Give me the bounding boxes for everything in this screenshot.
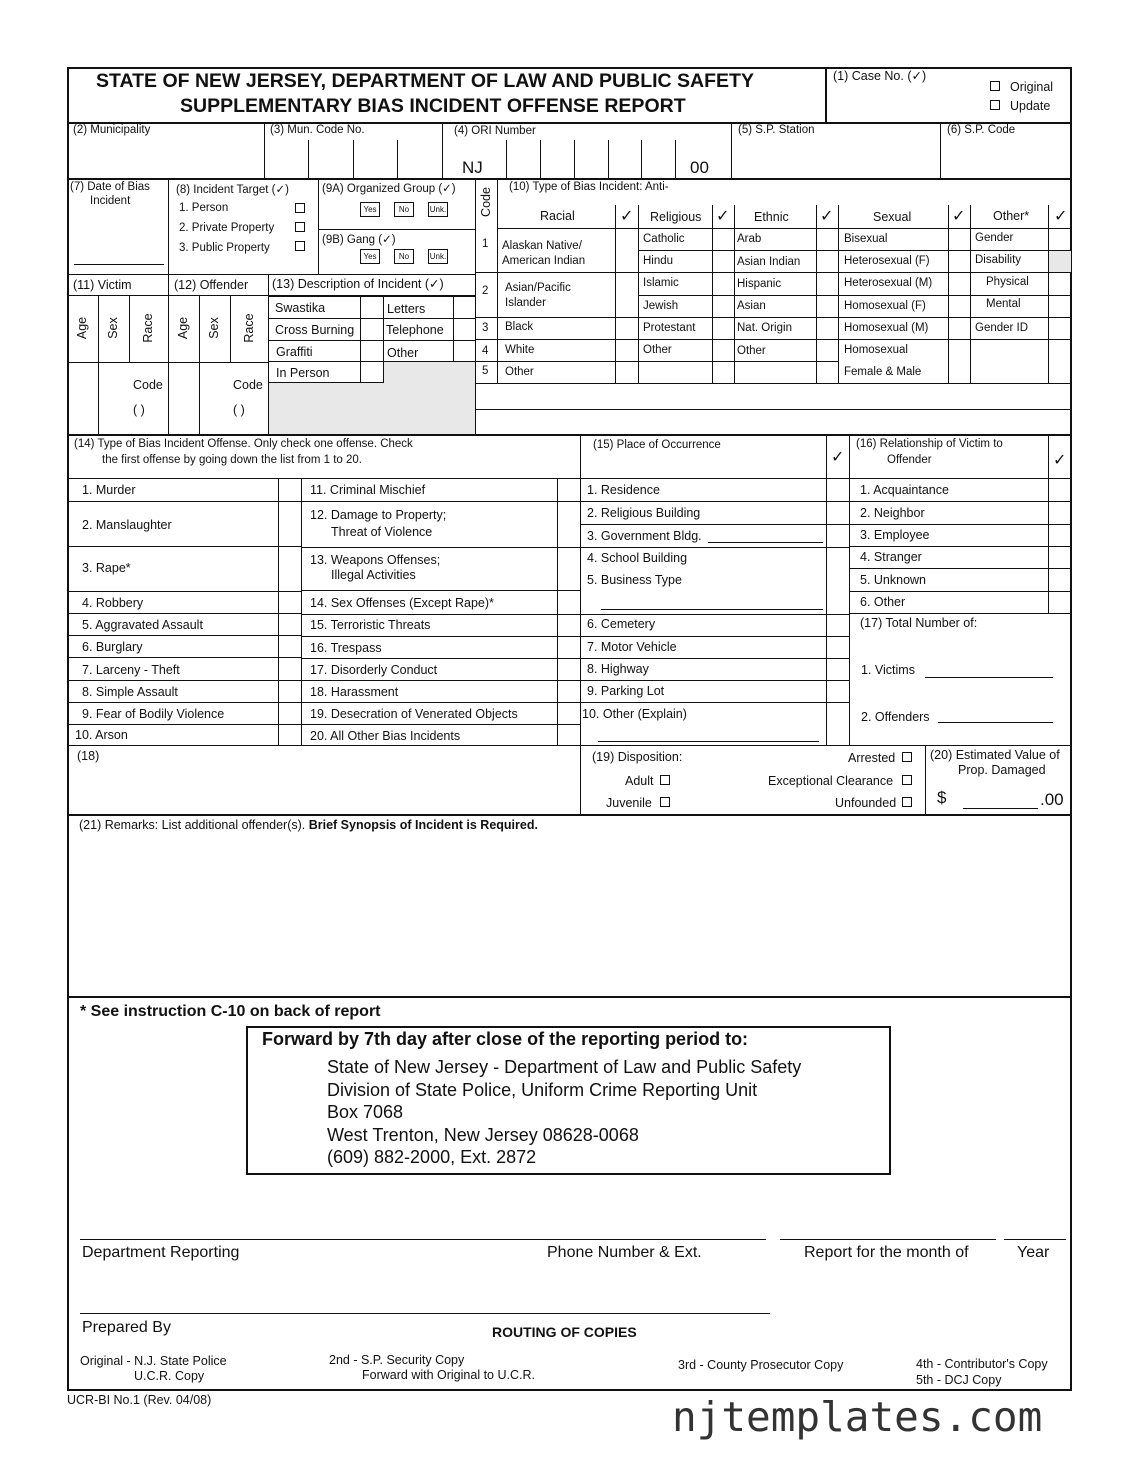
address-line-3: Box 7068 (327, 1102, 404, 1122)
juvenile-label: Juvenile (606, 796, 652, 810)
religious-hindu: Hindu (643, 255, 674, 267)
racial-islander: Islander (505, 297, 546, 309)
org-yes-box[interactable]: Yes (360, 202, 380, 217)
offender-race-header: Race (242, 313, 256, 343)
desc-other: Other (387, 346, 419, 360)
code-1: 1 (482, 238, 489, 250)
religious-other: Other (643, 344, 672, 356)
bias-type-label: (10) Type of Bias Incident: Anti- (509, 181, 669, 193)
place-business-type: 5. Business Type (587, 573, 682, 587)
target-private-label: 2. Private Property (179, 222, 275, 234)
desc-cross-burning: Cross Burning (275, 323, 355, 337)
victim-race-header: Race (141, 313, 155, 343)
year-label: Year (1017, 1244, 1050, 1261)
estimated-value-line[interactable] (963, 808, 1038, 809)
form-title-line1: STATE OF NEW JERSEY, DEPARTMENT OF LAW AND PUBLIC SAFETY (96, 70, 754, 92)
desc-in-person: In Person (276, 366, 330, 380)
other-disability: Disability (975, 254, 1022, 266)
code-2: 2 (482, 285, 489, 297)
racial-white: White (505, 344, 535, 356)
offense-harassment: 18. Harassment (310, 685, 399, 699)
sp-code-label: (6) S.P. Code (947, 124, 1016, 136)
relationship-title: (16) Relationship of Victim to (856, 438, 1003, 450)
offender-code-paren: ( ) (233, 403, 245, 417)
target-public-checkbox[interactable] (295, 241, 305, 251)
copy-fourth: 4th - Contributor's Copy (916, 1357, 1048, 1371)
unfounded-checkbox[interactable] (902, 797, 912, 807)
racial-asian-pacific: Asian/Pacific (505, 282, 571, 294)
desc-graffiti: Graffiti (276, 345, 313, 359)
sexual-hetero-m: Heterosexual (M) (844, 277, 933, 289)
field-18-label: (18) (77, 749, 100, 763)
offense-damage-property: 12. Damage to Property; (310, 508, 447, 522)
religious-check-icon: ✓ (716, 208, 730, 225)
watermark: njtemplates.com (672, 1393, 1043, 1441)
code-header: Code (479, 187, 493, 217)
other-gender-id: Gender ID (975, 322, 1029, 334)
relationship-other: 6. Other (860, 595, 906, 609)
municipality-label: (2) Municipality (73, 124, 151, 136)
sexual-homo: Homosexual (844, 344, 908, 356)
copy-second-forward: Forward with Original to U.C.R. (362, 1368, 535, 1382)
report-month-label: Report for the month of (804, 1244, 969, 1261)
offense-arson: 10. Arson (75, 728, 128, 742)
total-number-label: (17) Total Number of: (860, 616, 978, 630)
offense-terroristic-threats: 15. Terroristic Threats (310, 618, 431, 632)
mun-code-label: (3) Mun. Code No. (270, 124, 365, 136)
ori-suffix: 00 (690, 158, 709, 177)
offense-murder: 1. Murder (82, 483, 136, 497)
target-public-label: 3. Public Property (179, 242, 270, 254)
address-line-2: Division of State Police, Uniform Crime Reporting Unit (327, 1080, 758, 1100)
ethnic-hispanic: Hispanic (737, 278, 782, 290)
sexual-header: Sexual (873, 210, 912, 224)
place-highway: 8. Highway (587, 662, 649, 676)
ethnic-asian-indian: Asian Indian (737, 256, 801, 268)
place-title: (15) Place of Occurrence (593, 439, 721, 451)
description-label: (13) Description of Incident (✓) (272, 277, 444, 291)
phone-label: Phone Number & Ext. (547, 1244, 702, 1261)
sexual-hetero-f: Heterosexual (F) (844, 255, 930, 267)
religious-header: Religious (650, 210, 702, 224)
offender-label: (12) Offender (174, 278, 249, 292)
sexual-homo-f: Homosexual (F) (844, 300, 926, 312)
victim-age-header: Age (75, 316, 89, 340)
copy-second: 2nd - S.P. Security Copy (329, 1353, 465, 1367)
place-check-icon: ✓ (831, 449, 845, 466)
offense-all-other: 20. All Other Bias Incidents (310, 729, 461, 743)
relationship-check-icon: ✓ (1053, 452, 1067, 469)
place-parking-lot: 9. Parking Lot (587, 684, 665, 698)
victim-sex-header: Sex (106, 317, 120, 339)
offense-simple-assault: 8. Simple Assault (82, 685, 178, 699)
place-residence: 1. Residence (587, 483, 660, 497)
report-month-line[interactable] (780, 1239, 996, 1240)
offense-illegal-activities: Illegal Activities (331, 568, 416, 582)
date-bias-label2: Incident (90, 195, 131, 207)
religious-protestant: Protestant (643, 322, 696, 334)
date-field-line[interactable] (74, 264, 164, 265)
desc-letters: Letters (387, 302, 426, 316)
racial-check-icon: ✓ (620, 208, 634, 225)
department-reporting-label: Department Reporting (82, 1244, 240, 1261)
other-physical: Physical (986, 276, 1029, 288)
target-person-checkbox[interactable] (295, 203, 305, 213)
address-line-5: (609) 882-2000, Ext. 2872 (327, 1147, 537, 1167)
offense-weapons: 13. Weapons Offenses; (310, 553, 441, 567)
department-phone-line[interactable] (80, 1239, 766, 1240)
sexual-female-male: Female & Male (844, 366, 922, 378)
org-group-label: (9A) Organized Group (✓) (322, 183, 456, 195)
code-5: 5 (482, 365, 489, 377)
address-line-1: State of New Jersey - Department of Law and Public Safety (327, 1057, 802, 1077)
total-victims-label: 1. Victims (861, 663, 915, 677)
offender-sex-header: Sex (207, 317, 221, 339)
relationship-title2: Offender (887, 454, 932, 466)
org-no-box[interactable]: No (394, 202, 414, 217)
total-offenders-line[interactable] (938, 722, 1053, 723)
other-explain-line[interactable] (598, 741, 819, 742)
gang-no-box[interactable]: No (394, 249, 414, 264)
remarks-label: (21) Remarks: List additional offender(s). Brief Synopsis of Incident is Required. (79, 818, 538, 832)
offense-fear-bodily-violence: 9. Fear of Bodily Violence (82, 707, 225, 721)
dollar-sign: $ (937, 788, 947, 807)
target-private-checkbox[interactable] (295, 222, 305, 232)
religious-catholic: Catholic (643, 233, 685, 245)
racial-other: Other (505, 366, 534, 378)
address-line-4: West Trenton, New Jersey 08628-0068 (327, 1125, 639, 1145)
form-title-line2: SUPPLEMENTARY BIAS INCIDENT OFFENSE REPORT (180, 95, 686, 117)
copy-fifth: 5th - DCJ Copy (916, 1373, 1002, 1387)
incident-target-label: (8) Incident Target (✓) (176, 184, 289, 196)
place-cemetery: 6. Cemetery (587, 617, 656, 631)
copy-original: Original - N.J. State Police (80, 1354, 227, 1368)
prepared-by-label: Prepared By (82, 1319, 171, 1336)
place-government-bldg: 3. Government Bldg. (587, 529, 702, 543)
offender-age-header: Age (176, 316, 190, 340)
offense-burglary: 6. Burglary (82, 640, 143, 654)
offense-desecration: 19. Desecration of Venerated Objects (310, 707, 518, 721)
other-mental: Mental (986, 298, 1021, 310)
gang-unk-box[interactable]: Unk. (428, 249, 448, 264)
unfounded-label: Unfounded (835, 796, 897, 810)
place-religious-building: 2. Religious Building (587, 506, 701, 520)
original-label: Original (1010, 80, 1054, 94)
government-bldg-line[interactable] (708, 542, 823, 543)
sexual-homo-m: Homosexual (M) (844, 322, 929, 334)
offense-robbery: 4. Robbery (82, 596, 144, 610)
sexual-bisexual: Bisexual (844, 233, 888, 245)
form-number: UCR-BI No.1 (Rev. 04/08) (67, 1393, 212, 1407)
racial-american-indian: American Indian (502, 255, 586, 267)
total-offenders-label: 2. Offenders (861, 710, 930, 724)
relationship-stranger: 4. Stranger (860, 550, 922, 564)
gang-label: (9B) Gang (✓) (322, 234, 396, 246)
offense-aggravated-assault: 5. Aggravated Assault (82, 618, 203, 632)
victim-code-label: Code (133, 378, 163, 392)
disposition-title: (19) Disposition: (592, 750, 683, 764)
desc-telephone: Telephone (386, 323, 444, 337)
code-4: 4 (482, 345, 489, 357)
place-other: 10. Other (Explain) (582, 707, 687, 721)
offense-title: (14) Type of Bias Incident Offense. Only check one offense. Check (74, 438, 413, 450)
relationship-neighbor: 2. Neighbor (860, 506, 925, 520)
other-header: Other* (993, 209, 1030, 223)
religious-jewish: Jewish (643, 300, 679, 312)
victim-code-paren: ( ) (133, 403, 145, 417)
instruction-note: * See instruction C-10 on back of report (80, 1003, 381, 1020)
place-school-building: 4. School Building (587, 551, 688, 565)
desc-swastika: Swastika (275, 301, 326, 315)
offense-manslaughter: 2. Manslaughter (82, 518, 172, 532)
religious-islamic: Islamic (643, 277, 679, 289)
other-gender: Gender (975, 232, 1014, 244)
ori-prefix: NJ (462, 158, 483, 177)
update-label: Update (1010, 99, 1051, 113)
racial-header: Racial (540, 209, 575, 223)
relationship-unknown: 5. Unknown (860, 573, 927, 587)
relationship-acquaintance: 1. Acquaintance (860, 483, 949, 497)
target-person-label: 1. Person (179, 202, 229, 214)
offense-larceny: 7. Larceny - Theft (82, 663, 180, 677)
copy-third: 3rd - County Prosecutor Copy (678, 1358, 844, 1372)
offense-threat-violence: Threat of Violence (331, 525, 433, 539)
offense-criminal-mischief: 11. Criminal Mischief (310, 483, 426, 497)
date-bias-label: (7) Date of Bias (70, 181, 150, 193)
offense-sex-offenses: 14. Sex Offenses (Except Rape)* (310, 596, 494, 610)
prop-damaged-label: Prop. Damaged (958, 763, 1046, 777)
business-type-line[interactable] (601, 609, 823, 610)
arrested-checkbox[interactable] (902, 752, 912, 762)
ethnic-asian: Asian (737, 300, 766, 312)
offense-trespass: 16. Trespass (310, 641, 382, 655)
org-unk-box[interactable]: Unk. (428, 202, 448, 217)
prepared-by-line[interactable] (80, 1313, 770, 1314)
cents-label: .00 (1040, 790, 1064, 809)
sexual-check-icon: ✓ (952, 208, 966, 225)
exceptional-clearance-checkbox[interactable] (902, 775, 912, 785)
total-victims-line[interactable] (925, 677, 1053, 678)
other-check-icon: ✓ (1054, 208, 1068, 225)
estimated-value-label: (20) Estimated Value of (930, 748, 1060, 762)
juvenile-checkbox[interactable] (660, 797, 670, 807)
update-checkbox[interactable] (990, 100, 1000, 110)
ethnic-arab: Arab (737, 233, 762, 245)
offense-title2: the first offense by going down the list from 1 to 20. (102, 454, 362, 466)
offense-rape: 3. Rape* (82, 561, 131, 575)
gang-yes-box[interactable]: Yes (360, 249, 380, 264)
case-no-label: (1) Case No. (✓) (833, 69, 927, 83)
place-motor-vehicle: 7. Motor Vehicle (587, 640, 677, 654)
ethnic-other: Other (737, 345, 766, 357)
ethnic-check-icon: ✓ (820, 208, 834, 225)
ethnic-nat-origin: Nat. Origin (737, 322, 792, 334)
relationship-employee: 3. Employee (860, 528, 930, 542)
ethnic-header: Ethnic (754, 210, 789, 224)
racial-black: Black (505, 321, 534, 333)
adult-label: Adult (625, 774, 654, 788)
year-line[interactable] (1004, 1239, 1066, 1240)
copy-original-ucr: U.C.R. Copy (134, 1369, 205, 1383)
offender-code-label: Code (233, 378, 263, 392)
adult-checkbox[interactable] (660, 775, 670, 785)
routing-title: ROUTING OF COPIES (492, 1324, 637, 1340)
ori-label: (4) ORI Number (454, 125, 536, 137)
forward-instruction: Forward by 7th day after close of the reporting period to: (262, 1029, 749, 1049)
original-checkbox[interactable] (990, 81, 1000, 91)
exceptional-clearance-label: Exceptional Clearance (768, 774, 894, 788)
sp-station-label: (5) S.P. Station (738, 124, 815, 136)
arrested-label: Arrested (848, 751, 896, 765)
victim-label: (11) Victim (73, 278, 132, 292)
racial-alaskan: Alaskan Native/ (502, 240, 582, 252)
code-3: 3 (482, 322, 489, 334)
offense-disorderly-conduct: 17. Disorderly Conduct (310, 663, 438, 677)
